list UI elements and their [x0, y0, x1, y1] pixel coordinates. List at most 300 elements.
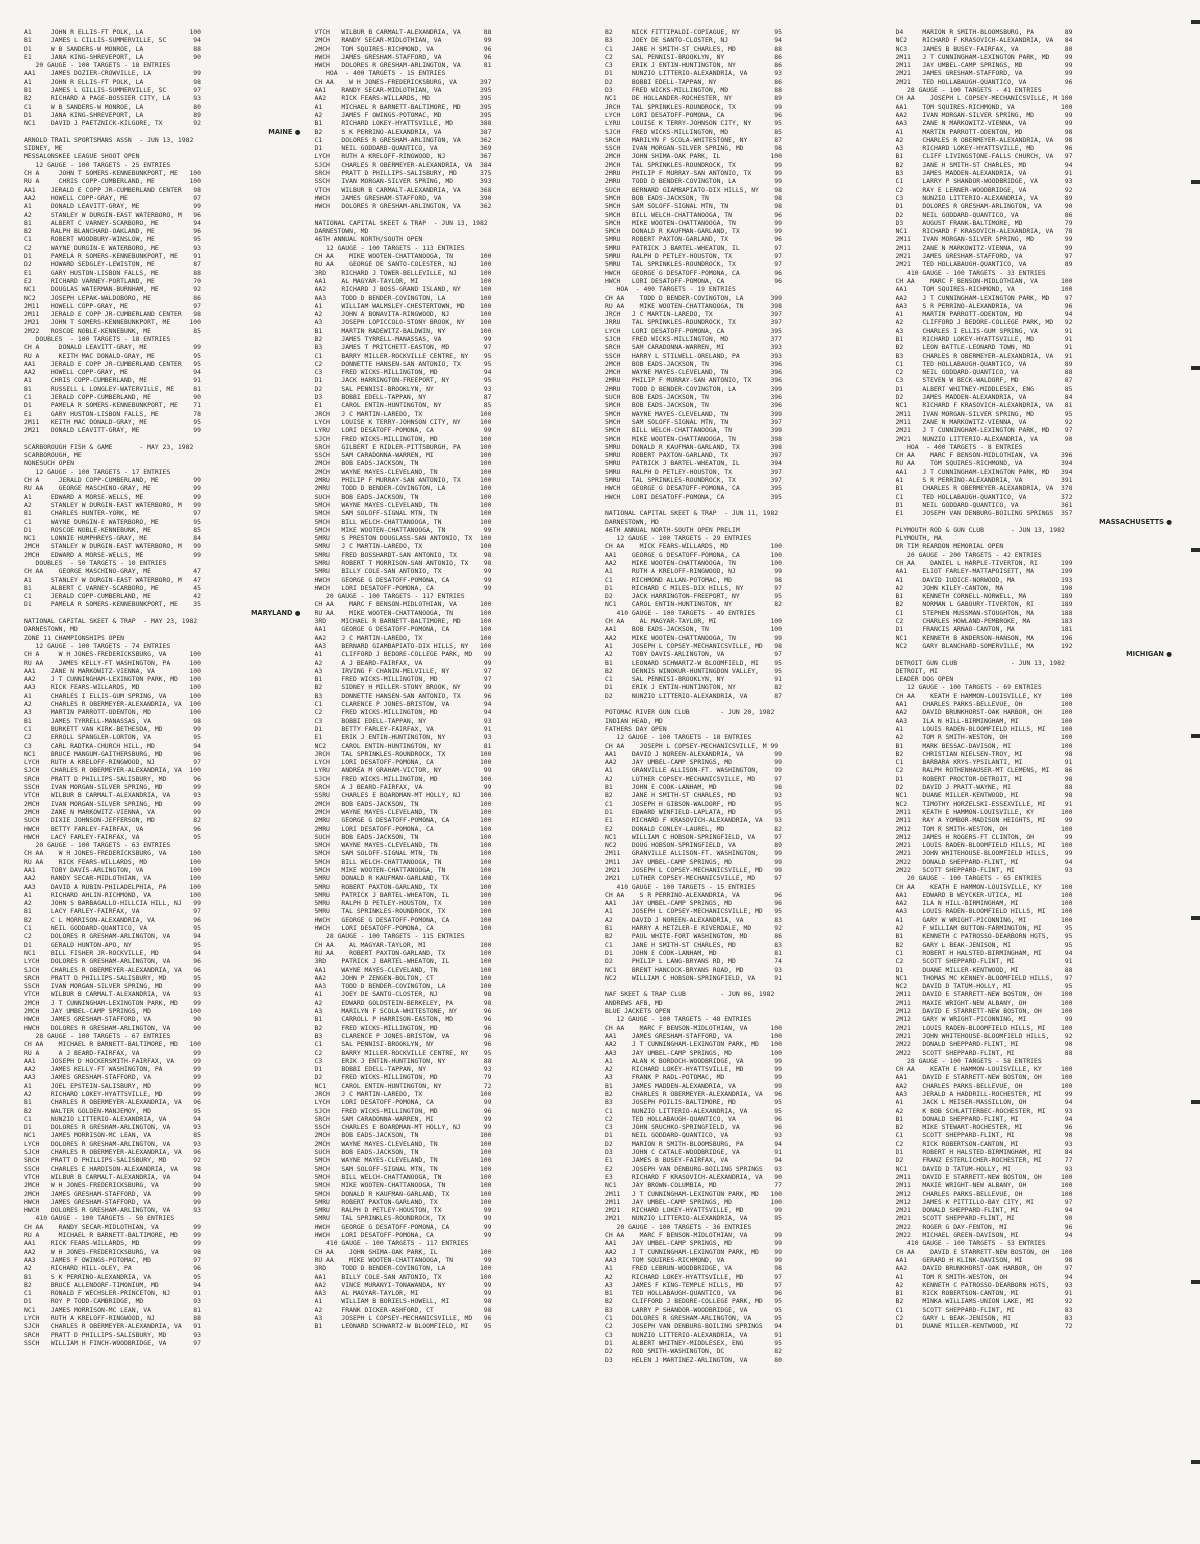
result-line: NC1 BRUCE MANGUM-GAITHERSBURG, MD 96: [24, 749, 201, 758]
result-line: D2 PHILIP L LANG-BRYANS RD, MD 74: [605, 957, 782, 966]
result-line: C3 NUNZIO LITTERIO-ALEXANDRIA, VA 89: [895, 193, 1073, 202]
state-heading: MAINE ●: [24, 128, 301, 136]
result-line: A1 JOEL EPSTEIN-SALISBURY, MD 99: [24, 1081, 201, 1090]
result-line: RU AA MIKE WOOTEN-CHATTANOOGA, TN 100: [314, 608, 492, 617]
blank-line: [605, 700, 882, 708]
result-line: A2 TOM R SMITH-WESTON, OH 100: [895, 733, 1073, 742]
result-line: 2MRU LORI DESATOFF-POMONA, CA 100: [314, 824, 492, 833]
result-line: CH AA MARC F BENSON-MIDLOTHIAN, VA 99: [605, 1231, 782, 1240]
result-line: HWCH LORI DESATOFF-POMONA, CA 99: [314, 1231, 492, 1240]
result-line: HWCH DOLORES R GRESHAM-ARLINGTON, VA 362: [314, 202, 492, 211]
result-line: 2M11 J T CUNNINGHAM-LEXINGTON PARK, MD 99: [895, 52, 1073, 61]
result-line: D1 PAMELA R SOMERS-KENNEBUNKPORT, ME 35: [24, 600, 201, 609]
result-line: C3 JOHN SRUCHKO-SPRINGFIELD, VA 96: [605, 1123, 782, 1132]
result-line: SRCH SAM CARADONNA-WARREN, MI 393: [605, 343, 782, 352]
result-line: NC1 BILL FISHER JR-ROCKVILLE, MD 94: [24, 948, 201, 957]
event-heading: 12 GAUGE - 100 TARGETS - 17 ENTRIES: [24, 467, 171, 476]
result-line: B2 BRUCE ALLENDORF-TIMONIUM, MD 94: [24, 1280, 201, 1289]
result-line: A2 FRANK DICKER-ASHFORD, CT 98: [314, 1305, 492, 1314]
result-line: AA2 DAVID BRUNKHORST-OAK HARBOR, OH 97: [895, 1264, 1073, 1273]
result-line: A2 JOHN KILEY-CANTON, MA 190: [895, 583, 1073, 592]
result-line: 5MCH MIKE WOOTEN-CHATTANOOGA, TN 99: [314, 525, 492, 534]
result-line: RU AA JAMES KELLY-FT WASHINGTON, PA 100: [24, 658, 201, 667]
result-line: NONESUCH OPEN: [24, 459, 75, 468]
result-line: CH AA JOHN SHIMA-OAK PARK, IL 100: [314, 1247, 492, 1256]
result-line: A1 JOHN R ELLIS-FT POLK, LA 98: [24, 77, 201, 86]
result-line: A2 RICHARD LOKEY-HYATTSVILLE, MD 97: [605, 1272, 782, 1281]
result-line: SSCH CHARLES E HARDISON-ALEXANDRIA, VA 98: [24, 1164, 201, 1173]
result-line: B3 JOSEPH POILIS-BALTIMORE, MD 95: [605, 1098, 782, 1107]
result-line: 2M21 DONALD SHEPPARD-FLINT, MI 94: [895, 1206, 1073, 1215]
result-line: AA2 J T CUNNINGHAM-LEXINGTON PARK, MD 100: [24, 675, 201, 684]
result-line: SRCH A J BEARD-FAIRFAX, VA 99: [314, 783, 492, 792]
result-line: B2 NICK FITTIPALDI-COPIAGUE, NY 95: [605, 28, 782, 36]
result-line: C2 FRED WICKS-MILLINGTON, MD 94: [314, 708, 492, 717]
result-line: 2M21 LOUIS RADEN-BLOOMFIELD HILLS, MI 100: [895, 841, 1073, 850]
result-line: AA3 TODD D BENDER-COVINGTON, LA 100: [314, 293, 492, 302]
result-line: AA3 JAMES GRESHAM-STAFFORD, VA 99: [24, 1073, 201, 1082]
result-line: A1 RICHARD AHLIN-RICHMOND, VA 100: [24, 890, 201, 899]
result-line: JRCH TAL SPRINKLES-ROUNDROCK, TX 100: [314, 749, 492, 758]
result-line: D3 FRED WICKS-MILLINGTON, MD 88: [605, 86, 782, 95]
result-line: AA3 LOUIS RADEN-BLOOMFIELD HILLS, MI 100: [895, 907, 1073, 916]
result-line: C1 SCOTT SHEPPARD-FLINT, MI 83: [895, 1305, 1073, 1314]
result-line: 2MCH WAYNE MAYES-CLEVELAND, TN 100: [314, 467, 492, 476]
result-line: JRCH J C MARTIN-LAREDO, TX 100: [314, 1090, 492, 1098]
result-line: LYCH LORI DESATOFF-POMONA, CA 96: [605, 110, 782, 119]
result-line: E1 JOSEPH VAN DENBURG-BOILING SPRINGS 357: [895, 509, 1073, 518]
result-line: NC1 DOUGLAS WATERMAN-BURNHAM, ME 92: [24, 285, 201, 294]
result-line: B1 CHARLES R OBERMEYER-ALEXANDRIA, VA 96: [24, 1098, 201, 1107]
result-line: HWCH LORI DESATOFF-POMONA, CA 395: [605, 492, 782, 501]
result-line: 2M12 JAMES H ROGERS-FT CLINTON, OH 99: [895, 832, 1073, 841]
result-line: B1 JAMES L CILLIS-SUMMERVILLE, SC 94: [24, 36, 201, 45]
result-line: AA1 DAVID J NOREEN-ALEXANDRIA, VA 99: [605, 749, 782, 758]
result-line: AA1 J T CUNNINGHAM-LEXINGTON PARK, MD 394: [895, 467, 1073, 476]
result-line: A1 TOM R SMITH-WESTON, OH 94: [895, 1272, 1073, 1281]
result-line: AA1 TOBY DAVIS-ARLINGTON, VA 100: [24, 865, 201, 874]
result-line: B2 LEON BATTLE-LEONARD TOWN, MD 91: [895, 343, 1073, 352]
result-line: 5MCH DONALD R KAUFMAN-GARLAND, TX 99: [605, 227, 782, 236]
result-line: DR TIM REARDON MEMORIAL OPEN: [895, 542, 1004, 551]
club-heading: POTOMAC RIVER GUN CLUB - JUN 20, 1982: [605, 708, 775, 717]
result-line: 2M12 TOM R SMITH-WESTON, OH 100: [895, 824, 1073, 833]
result-line: 2M21 JOSEPH L COPSEY-MECHANICSVILLE, MD 99: [605, 865, 782, 874]
result-line: A1 MARTIN PARROTT-ODENTON, MD 94: [895, 310, 1073, 319]
result-line: D2 FRANZ ESTERLICHER-ROCHESTER, MI 77: [895, 1156, 1073, 1165]
result-line: C1 JERALD COPP-CUMBERLAND, ME 90: [24, 393, 201, 402]
result-line: A3 MARTIN PARROTT-ODENTON, MD 100: [24, 708, 201, 717]
result-line: NC1 CAROL ENTIN-HUNTINGTON, NY 72: [314, 1081, 492, 1090]
result-line: C2 ERROLL SPANGLER-LORTON, VA 95: [24, 733, 201, 742]
results-column-3: [605, 28, 882, 1528]
result-line: 2MCH J T CUNNINGHAM-LEXINGTON PARK, MD 99: [24, 998, 201, 1007]
result-line: C1 W B SANDERS-W MONROE, LA 80: [24, 102, 201, 111]
result-line: DARNESTOWN, MD: [314, 227, 369, 236]
result-line: D1 BETTY FARLEY-FAIRFAX, VA 91: [314, 724, 492, 733]
result-line: SUCH BOB EADS-JACKSON, TN 100: [314, 1148, 492, 1157]
event-heading: 12 GAUGE - 100 TARGETS - 113 ENTRIES: [314, 243, 465, 252]
result-line: D3 HELEN J MARTINEZ-ARLINGTON, VA 80: [605, 1355, 782, 1364]
result-line: A1 JOSEPH L COPSEY-MECHANICSVILLE, MD 95: [605, 907, 782, 916]
result-line: 2MCH WAYNE MAYES-CLEVELAND, TN 396: [605, 368, 782, 377]
state-heading: MARYLAND ●: [24, 609, 301, 617]
result-line: RU AA GEORGE DE SANTO-COLESTER, NJ 100: [314, 260, 492, 269]
result-line: RU A A J BEARD-FAIRFAX, VA 99: [24, 1048, 201, 1057]
result-line: AA1 JAMES GRESHAM-STAFFORD, VA 100: [605, 1031, 782, 1040]
result-line: A2 JOHN A BONAVITA-RINGWOOD, NJ 100: [314, 310, 492, 319]
result-line: A1 JOHN R ELLIS-FT POLK, LA 100: [24, 28, 201, 36]
result-line: 2M21 TED HOLLABAUGH-QUANTICO, VA 89: [895, 260, 1073, 269]
result-line: A3 JOSEPH LOPICCOLO-STONY BROOK, NY 100: [314, 318, 492, 327]
result-line: NC1 JAMES MORRISON-MC LEAN, VA 85: [24, 1131, 201, 1140]
result-line: C1 NUNZIO LITTERIO-ALEXANDRIA, VA 95: [605, 1106, 782, 1115]
result-line: AA1 RICK FEARS-WILLARDS, MD 99: [24, 1239, 201, 1248]
result-line: B1 JAMES TYRRELL-MANASSAS, VA 98: [24, 716, 201, 725]
result-line: 5MRU PATRICK J BARTEL-WHEATON, IL 100: [314, 890, 492, 899]
result-line: 3RD PATRICK J BARTEL-WHEATON, IL 100: [314, 957, 492, 966]
result-line: AA2 RICHARD J BOSS-GRAND ISLAND, NY 100: [314, 285, 492, 294]
result-line: B1 KENNETH CORNELL-NORWELL, MA 189: [895, 592, 1073, 601]
result-line: ZONE 11 CHAMPIONSHIPS OPEN: [24, 633, 125, 642]
event-heading: 410 GAUGE - 100 TARGETS - 15 ENTRIES: [605, 882, 756, 891]
event-heading: 20 GAUGE - 100 TARGETS - 18 ENTRIES: [24, 61, 171, 70]
result-line: SUCH BERNARD GIAMBAPIATO-DIX HILLS, NY 98: [605, 185, 782, 194]
result-line: AA1 ZANE N MARKOWITZ-VIENNA, VA 100: [24, 666, 201, 675]
result-line: B1 S K PERRINO-ALEXANDRIA, VA 95: [24, 1272, 201, 1281]
result-line: CH AA S R PERRINO-ALEXANDRIA, VA 96: [605, 890, 782, 899]
result-line: NC1 RICHARD F KRASOVICH-ALEXANDRIA, VA 78: [895, 227, 1073, 236]
result-line: RU AA MIKE WOOTEN-CHATTANOOGA, TN 99: [314, 1255, 492, 1264]
result-line: 2M11 ZANE N MARKOWITZ-VIENNA, VA 99: [895, 243, 1073, 252]
result-line: 2M11 MAXIE WRIGHT-NEW ALBANY, OH 100: [895, 998, 1073, 1007]
result-line: 5MRU RALPH D PETLEY-HOUSTON, TX 100: [314, 899, 492, 908]
result-line: AA2 JAY UMBEL-CAMP SPRINGS, MD 99: [605, 758, 782, 767]
result-line: CH A DONALD LEAVITT-GRAY, ME 99: [24, 343, 201, 352]
result-line: HWCH DOLORES R GRESHAM-ARLINGTON, VA 81: [314, 61, 492, 70]
event-heading: 12 GAUGE - 100 TARGETS - 74 ENTRIES: [24, 641, 171, 650]
result-line: 2M11 JAY UMBEL-CAMP SPRINGS, MD 100: [605, 1197, 782, 1206]
state-heading: MASSACHUSETTS ●: [896, 518, 1173, 526]
result-line: 2M21 JAMES GRESHAM-STAFFORD, VA 99: [895, 69, 1073, 78]
result-line: A2 STANLEY W DURGIN-EAST WATERBORO, M 99: [24, 500, 201, 509]
result-line: SJCH FRED WICKS-MILLINGTON, MD 100: [314, 774, 492, 783]
result-line: B2 CHARLES R OBERMEYER-ALEXANDRIA, VA 96: [605, 1090, 782, 1098]
result-line: C1 BARRY MILLER-ROCKVILLE CENTRE, NY 95: [314, 351, 492, 360]
result-line: D2 MARION R SMITH-BLOOMSBURG, PA 94: [605, 1139, 782, 1148]
result-line: HWCH LACY FARLEY-FAIRFAX, VA 95: [24, 832, 201, 841]
result-line: E1 CAROL ENTIN-HUNTINGTON, NY 85: [314, 401, 492, 410]
result-line: 2M22 DONALD SHEPPARD-FLINT, MI 90: [895, 1040, 1073, 1049]
result-line: NC1 DUANE MILLER-KENTWOOD, MI 98: [895, 791, 1073, 800]
result-line: A1 GRANVILLE ALLISON-FT. WASHINGTON, 99: [605, 766, 782, 775]
result-line: SSCH HARRY L STILWELL-ORELAND, PA 393: [605, 351, 782, 360]
result-line: CH A JERALD COPP-CUMBERLAND, ME 99: [24, 476, 201, 485]
result-line: SJCH FRED WICKS-MILLINGTON, MD 96: [314, 1106, 492, 1115]
result-line: SJCH CHARLES R OBERMEYER-ALEXANDRIA, VA 100: [24, 766, 201, 775]
result-line: D2 JACK HARRINGTON-FREEPORT, NY 95: [605, 592, 782, 601]
result-line: AA1 TOM SQUIRES-RICHMOND, VA 100: [895, 102, 1073, 111]
result-line: A2 CHARLES R OBERMEYER-ALEXANDRIA, VA 98: [895, 135, 1073, 144]
result-line: AA1 GERARD H KLINK-DAVISON, MI 98: [895, 1255, 1073, 1264]
result-line: A2 DAVID J NOREEN-ALEXANDRIA, VA 83: [605, 915, 782, 924]
result-line: ANDREWS AFB, MD: [605, 998, 663, 1007]
result-line: A3 JAMES F KING-TEMPLE HILLS, MD 97: [605, 1280, 782, 1289]
result-line: SRCH PRATT D PHILLIPS-SALISBURY, MD 92: [24, 1156, 201, 1165]
result-line: D1 ERIK J ENTIN-HUNTINGTON, NY 82: [605, 683, 782, 692]
result-line: NC1 DAVID J PAETZNICK-KILGORE, TX 92: [24, 119, 201, 128]
result-line: 5MCH MIKE WOOTEN-CHATTANOOGA, TN 100: [314, 1181, 492, 1190]
event-heading: 410 GAUGE - 100 TARGETS - 50 ENTRIES: [24, 1214, 175, 1223]
result-line: A2 RICHARD HILL-OLEY, PA 96: [24, 1264, 201, 1273]
result-line: AA1 JAY UMBEL-CAMP SPRINGS, MD 96: [605, 899, 782, 908]
result-line: C2 RALPH ROTHENHAUSER-MT CLEMENS, MI 86: [895, 766, 1073, 775]
result-line: D1 W B SANDERS-W MONROE, LA 88: [24, 44, 201, 53]
result-line: E2 RICHARD VARNEY-PORTLAND, ME 70: [24, 276, 201, 285]
result-line: E1 ERIK J ENTIN-HUNTINGTON, NY 93: [314, 733, 492, 742]
result-line: HWCH DOLORES R GRESHAM-ARLINGTON, VA 90: [24, 1023, 201, 1032]
result-line: A1 DAVID IUDICE-NORWOOD, MA 193: [895, 575, 1073, 584]
result-line: 2M21 LUTHER COPSEY-MECHANICSVILLE, MD 97: [605, 874, 782, 883]
result-line: B1 JAMES MADDEN-ALEXANDRIA, VA 99: [605, 1081, 782, 1090]
result-line: C1 NEIL GODDARD-QUANTICO, VA 95: [24, 924, 201, 933]
result-line: D2 DAVID J PRATT-WAYNE, MI 88: [895, 783, 1073, 792]
result-line: 2M22 SCOTT SHEPPARD-FLINT, MI 93: [895, 865, 1073, 874]
result-line: SRCH GILBERT E RIDLER-PITTSBURGH, PA 100: [314, 442, 492, 451]
club-heading: PLYMOUTH ROD & GUN CLUB - JUN 13, 1982: [895, 525, 1065, 534]
result-line: B2 FRED WICKS-MILLINGTON, MD 96: [314, 1023, 492, 1032]
result-line: D1 JOHN E COOK-LANHAM, MD 81: [605, 948, 782, 957]
result-line: AA2 J C MARTIN-LAREDO, TX 100: [314, 633, 492, 642]
result-line: SSRU CHARLES E BOARDMAN-MT HOLLY, NJ 100: [314, 791, 492, 800]
club-heading: ARNOLD TRAIL SPORTSMANS ASSN - JUN 13, 1982: [24, 135, 194, 144]
result-line: AA2 JOHN P ZENGEN-BOLTON, CT 100: [314, 973, 492, 982]
result-line: 5MRU ROBERT PAXTON-GARLAND, TX 100: [314, 1197, 492, 1206]
club-heading: NATIONAL CAPITAL SKEET & TRAP - JUN 11, 1982: [605, 509, 779, 518]
result-line: D2 HOWARD SEDGLEY-LEWISTON, ME 87: [24, 260, 201, 269]
result-line: 5MCH BILL WELCH-CHATTANOOGA, TN 96: [605, 210, 782, 219]
event-heading: DOUBLES - 100 TARGETS - 18 ENTRIES: [24, 334, 171, 343]
result-line: 2MRU PHILIP F MURRAY-SAN ANTONIO, TX 100: [314, 476, 492, 485]
result-line: CH AA JOSEPH L COPSEY-MECHANICSVILLE, M 100: [895, 94, 1073, 103]
result-line: SSCH SAM CARADONNA-WARREN, MI 100: [314, 451, 492, 460]
result-line: D1 ROBERT H HALSTED-BIRMINGHAM, MI 84: [895, 1148, 1073, 1157]
result-line: 2MCH JAMES GRESHAM-STAFFORD, VA 99: [24, 1189, 201, 1198]
result-line: RU AA MIKE WOOTEN-CHATTANOOGA, TN 398: [605, 301, 782, 310]
result-line: AA1 JERALD E COPP JR-CUMBERLAND CENTER 95: [24, 359, 201, 368]
result-line: SJCH CHARLES R OBERMEYER-ALEXANDRIA, VA 96: [24, 965, 201, 974]
result-line: HWCH JAMES GRESHAM-STAFFORD, VA 390: [314, 193, 492, 202]
result-line: CH AA MARC F BENSON-MIDLOTHIAN, VA 100: [895, 276, 1073, 285]
result-line: CH A JOHN T SOMERS-KENNEBUNKPORT, ME 100: [24, 169, 201, 178]
event-heading: 28 GAUGE - 100 TARGETS - 58 ENTRIES: [895, 1056, 1042, 1065]
result-line: B1 JAMES L GILLIS-SUMMERVILLE, SC 97: [24, 86, 201, 95]
result-line: MESSALONSKEE LEAGUE SHOOT OPEN: [24, 152, 140, 161]
result-line: LYCH LORI DESATOFF-POMONA, CA 395: [605, 326, 782, 335]
result-line: HWCH LORI DESATOFF-POMONA, CA 100: [314, 924, 492, 933]
result-line: SCARBOROUGH, ME: [24, 451, 82, 460]
result-line: CH AA MICK FEARS-WILLARDS, MD 100: [605, 542, 782, 551]
result-line: D2 BOBBI EDELL-TAPPAN, NY 86: [605, 77, 782, 86]
binding-mark: [1191, 1280, 1200, 1284]
result-line: HWCH JAMES GRESHAM-STAFFORD, VA 90: [24, 1015, 201, 1024]
result-line: AA1 GEORGE G DESATOFF-POMONA, CA 100: [605, 550, 782, 559]
result-line: AA1 JOSEPH D HOCKERSMITH-FAIRFAX, VA 99: [24, 1056, 201, 1065]
result-line: 2MCH ZANE N MARKOWITZ-VIENNA, VA 99: [24, 807, 201, 816]
result-line: C1 ROBERT H HALSTED-BIRMINGHAM, MI 94: [895, 948, 1073, 957]
result-line: B3 DONNETTE HANSEN-SAN ANTONIO, TX 96: [314, 691, 492, 700]
result-line: LYCH RUTH A KRELOFF-RINGWOOD, NJ 367: [314, 152, 492, 161]
result-line: AA2 DAVID BRUNKHORST-OAK HARBOR, OH 100: [895, 708, 1073, 717]
result-line: 2M22 ROSCOE NOBLE-KENNEBUNK, ME 85: [24, 326, 201, 335]
result-line: B1 JOHN E COOK-LANHAM, MD 98: [605, 783, 782, 792]
result-line: A2 RICHARD LOKEY-HYATTSVILLE, MD 99: [24, 1090, 201, 1098]
result-line: 2M11 MAXIE WRIGHT-NEW ALBANY, OH 100: [895, 1181, 1073, 1190]
result-line: A2 LUTHER COPSEY-MECHANICSVILLE, MD 97: [605, 774, 782, 783]
result-line: 5MRU DONALD R KAUFMAN-GARLAND, TX 398: [605, 442, 782, 451]
result-line: E1 JAMES B BUSEY-FAIRFAX, VA 94: [605, 1156, 782, 1165]
result-line: LYCH LORI DESATOFF-POMONA, CA 100: [314, 758, 492, 767]
result-line: AA1 RANDY SECAR-MIDLOTHIAN, VA 395: [314, 86, 492, 95]
result-line: B2 SIDNEY H MILLER-STONY BROOK, NY 99: [314, 683, 492, 692]
result-line: 5MRU RALPH D PETLEY-HOUSTON, TX 97: [605, 252, 782, 261]
result-line: JRCH TAL SPRINKLES-ROUNDROCK, TX 99: [605, 102, 782, 111]
result-line: AA2 MIKE WOOTEN-CHATTANOOGA, TN 99: [605, 633, 782, 642]
results-page: [24, 28, 1172, 1528]
result-line: B1 LEONARD SCHWARTZ-W BLOOMFIELD, MI 95: [314, 1322, 492, 1331]
result-line: 2M11 ZANE N MARKOWITZ-VIENNA, VA 92: [895, 417, 1073, 426]
result-line: 5MRU RALPH D PETLEY-HOUSTON, TX 99: [314, 1206, 492, 1215]
result-line: 2MCH WAYNE MAYES-CLEVELAND, TN 100: [314, 1139, 492, 1148]
result-line: A2 JAMES F OWINGS-POTOMAC, MD 395: [314, 110, 492, 119]
result-line: A2 K BOB SCHLATTERBEC-ROCHESTER, MI 93: [895, 1106, 1073, 1115]
result-line: RU AA GEORGE MASCHINO-GRAY, ME 99: [24, 484, 201, 493]
result-line: CH A W H JONES-FREDERICKSBURG, VA 100: [24, 650, 201, 659]
result-line: SJCH CHARLES R OBERMEYER-ALEXANDRIA, VA 384: [314, 160, 492, 169]
result-line: CH AA KEATH E HAMMON-LOUISVILLE, KY 100: [895, 691, 1073, 700]
result-line: CH AA JOSEPH L COPSEY-MECHANICSVILLE, M 99: [605, 741, 779, 750]
result-line: D1 NUNZIO LITTERIO-ALEXANDRIA, VA 93: [605, 69, 782, 78]
result-line: NC1 KENNETH B ANDERSON-HANSON, MA 196: [895, 633, 1073, 642]
result-line: SJCH CHARLES R OBERMEYER-ALEXANDRIA, VA 96: [24, 1148, 201, 1157]
result-line: D2 NEIL GODDARD-QUANTICO, VA 86: [895, 210, 1073, 219]
binding-mark: [1191, 548, 1200, 552]
result-line: SRCH PRATT D PHILLIPS-SALISBURY, MD 96: [24, 774, 201, 783]
result-line: A1 RUTH A KRELOFF-RINGWOOD, NJ 99: [605, 567, 782, 576]
result-line: B3 LARRY P SHANDOR-WOODBRIDGE, VA 95: [605, 1305, 782, 1314]
result-line: C1 SAL PENNISI-BROOKLYN, NY 96: [314, 1040, 492, 1049]
event-heading: 12 GAUGE - 100 TARGETS - 25 ENTRIES: [24, 160, 171, 169]
result-line: 2M11 KEITH MAC DONALD-GRAY, ME 95: [24, 417, 201, 426]
result-line: 2M21 JOHN T SOMERS-KENNEBUNKPORT, ME 100: [24, 318, 201, 327]
result-line: HWCH DOLORES R GRESHAM-ARLINGTON, VA 93: [24, 1206, 201, 1215]
result-line: 2M11 HOWELL COPP-GRAY, ME 97: [24, 301, 201, 310]
club-heading: NATIONAL CAPITAL SKEET & TRAP - MAY 23, 1982: [24, 617, 198, 626]
result-line: B1 MARTIN RADEWITZ-BALDWIN, NY 100: [314, 326, 492, 335]
result-line: NC2 JOSEPH LEPAK-WALDOBORO, ME 86: [24, 293, 201, 302]
result-line: C1 JERALD COPP-CUMBERLAND, ME 42: [24, 592, 201, 601]
result-line: CH AA AL MAGYAR-TAYLOR, MI 100: [605, 617, 782, 626]
result-line: C1 NUNZIO LITTERIO-ALEXANDRIA, VA 94: [24, 1114, 201, 1123]
event-heading: 20 GAUGE - 100 TARGETS - 117 ENTRIES: [314, 592, 465, 601]
result-line: 2MCH STANLEY W DURGIN-EAST WATERBORO, M 99: [24, 542, 201, 551]
event-heading: 410 GAUGE - 100 TARGETS - 117 ENTRIES: [314, 1239, 469, 1248]
result-line: A1 STANLEY W DURGIN-EAST WATERBORO, M 47: [24, 575, 201, 584]
event-heading: 410 GAUGE - 100 TARGETS - 49 ENTRIES: [605, 608, 756, 617]
event-heading: DOUBLES - 50 TARGETS - 10 ENTRIES: [24, 559, 167, 567]
result-line: C1 STEPHEN MUSSMAN-STOUGHTON, MA 188: [895, 608, 1073, 617]
event-heading: 410 GAUGE - 100 TARGETS - 53 ENTRIES: [895, 1239, 1046, 1248]
result-line: SJCH FRED WICKS-MILLINGTON, MD 85: [605, 127, 782, 136]
result-line: 3RD MICHAEL R BARNETT-BALTIMORE, MD 100: [314, 617, 492, 626]
blank-line: [605, 501, 882, 509]
result-line: C2 SAL PENNISI-BROOKLYN, NY 86: [605, 52, 782, 61]
result-line: 2MCH BOB EADS-JACKSON, TN 100: [314, 459, 492, 468]
result-line: C2 TED HOLLABAUGH-QUANTICO, VA 96: [605, 1114, 782, 1123]
result-line: C1 RICHMOND ALLAN-POTOMAC, MD 98: [605, 575, 782, 584]
result-line: D2 JAMES MADDEN-ALEXANDRIA, VA 84: [895, 393, 1073, 402]
result-line: A2 JOHN S BARBAGALLO-HILLCIA HILL, NJ 99: [24, 899, 201, 908]
result-line: AA2 J T CUNNINGHAM-LEXINGTON PARK, MD 99: [605, 1247, 782, 1256]
result-line: AA3 DAVID A RUBIN-PHILADELPHIA, PA 100: [24, 882, 201, 891]
result-line: NC2 WILLIAM C HOBSON-SPRINGFIELD, VA 91: [605, 973, 782, 982]
result-line: AA2 IVAN MORGAN-SILVER SPRING, MD 99: [895, 110, 1073, 119]
result-line: 2M12 GARY W WRIGHT-PICONNING, MI 99: [895, 1015, 1073, 1024]
result-line: AA1 GEORGE G DESATOFF-POMONA, CA 100: [314, 625, 492, 634]
result-line: D1 NEIL GODDARD-QUANTICO, VA 361: [895, 500, 1073, 509]
result-line: B3 CHARLES R OBERMEYER-ALEXANDRIA, VA 91: [895, 351, 1073, 360]
result-line: NC1 WILLIAM C HOBSON-SPRINGFIELD, VA 97: [605, 832, 782, 841]
result-line: A1 MICHAEL R BARNETT-BALTIMORE, MD 395: [314, 102, 492, 111]
result-line: B2 C L MORRISON-ALEXANDRIA, VA 96: [24, 915, 201, 924]
result-line: 2MCH RANDY SECAR-MIDLOTHIAN, VA 99: [314, 36, 492, 45]
result-line: AA2 W H JONES-FREDERICKSBURG, VA 98: [24, 1247, 201, 1256]
result-line: 5MRU DONALD R KAUFMAN-GARLAND, TX 100: [314, 874, 492, 883]
result-line: B3 JOEY DE SANTO-CLOSTER, NJ 94: [605, 36, 782, 45]
result-line: A2 TOBY DAVIS-ARLINGTON, VA 97: [605, 650, 782, 659]
result-line: SRCH PRATT D PHILLIPS-SALISBURY, MD 93: [24, 1330, 201, 1339]
result-line: C1 LARRY P SHANDOR-WOODBRIDGE, VA 93: [895, 177, 1073, 186]
result-line: SIDNEY, ME: [24, 144, 63, 153]
result-line: 2M22 DONALD SHEPPARD-FLINT, MI 94: [895, 857, 1073, 866]
result-line: AA1 DAVID E STARRETT-NEW BOSTON, OH 100: [895, 1073, 1073, 1082]
result-line: 2M21 J T CUNNINGHAM-LEXINGTON PARK, MD 97: [895, 426, 1073, 435]
result-line: D1 FRANCIS ARNAO-CANTON, MA 181: [895, 625, 1073, 634]
result-line: B1 LEONARD SCHWARTZ-W BLOOMFIELD, MI 95: [605, 658, 782, 667]
result-line: B1 TED HOLLABAUGH-QUANTICO, VA 96: [605, 1289, 782, 1298]
result-line: DARNESTOWN, MD: [605, 517, 659, 526]
result-line: 2M21 RICHARD LOKEY-HYATTSVILLE, MD 99: [605, 1206, 782, 1215]
result-line: E1 GARY HUSTON-LISBON FALLS, ME 78: [24, 409, 201, 418]
result-line: CH AA KEATH E HAMMON-LOUISVILLE, KY 100: [895, 1065, 1073, 1074]
result-line: 5MCH BILL WELCH-CHATTANOOGA, TN 399: [605, 426, 782, 435]
result-line: NC1 THOMAS MC KENNEY-BLOOMFIELD HILLS, 97: [895, 973, 1073, 982]
result-line: HWCH JAMES GRESHAM-STAFFORD, VA 99: [24, 1197, 201, 1206]
result-line: 5MRU ROBERT PAXTON-GARLAND, TX 96: [605, 235, 782, 244]
result-line: 2M11 JAY UMBEL-CAMP SPRINGS, MD 99: [895, 61, 1073, 70]
result-line: A2 STANLEY W DURGIN-EAST WATERBORO, M 96: [24, 210, 201, 219]
result-line: B2 JAMES TYRRELL-MANASSAS, VA 99: [314, 334, 492, 343]
result-line: E2 DONALD CONLEY-LAUREL, MD 82: [605, 824, 782, 833]
result-line: E1 GARY HUSTON-LISBON FALLS, ME 88: [24, 268, 201, 277]
result-line: HWCH BETTY FARLEY-FAIRFAX, VA 96: [24, 824, 201, 833]
result-line: D3 BOBBI EDELL-TAPPAN, NY 87: [314, 393, 492, 402]
result-line: C1 JANE H SMITH-ST CHARLES, MD 83: [605, 940, 782, 949]
result-line: B2 WALTER GOLDEN-MANJEMOY, MD 95: [24, 1106, 201, 1115]
result-line: D1 EDWARD WINFIELD-LAPLATA, MD 95: [605, 807, 782, 816]
result-line: 5MCH MIKE WOOTEN-CHATTANOOGA, TN 100: [314, 865, 492, 874]
result-line: CH AA AL MAGYAR-TAYLOR, MI 100: [314, 940, 492, 949]
